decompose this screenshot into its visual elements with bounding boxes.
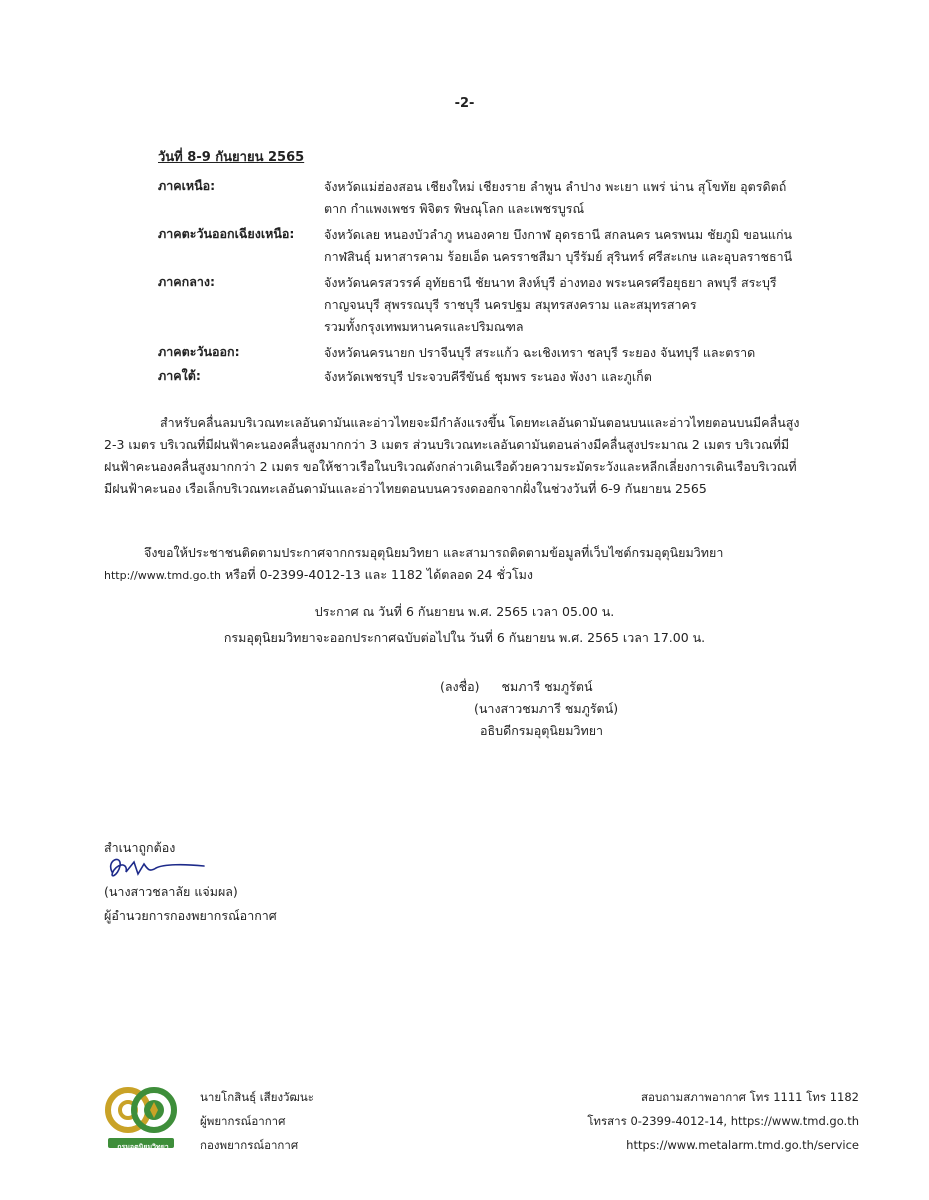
signatory-full-name: (นางสาวชมภารี ชมภูรัตน์)	[474, 701, 619, 716]
logo-caption: กรมอุตุนิยมวิทยา	[117, 1143, 169, 1151]
signed-line	[440, 676, 618, 698]
paragraph-line	[104, 564, 836, 587]
region-provinces	[324, 224, 792, 268]
certified-label: สำเนาถูกต้อง	[104, 840, 176, 855]
follow-paragraph	[104, 542, 836, 587]
forecaster-name: นายโกสินธุ์ เสียงวัฒนะ	[200, 1090, 314, 1104]
region-name: ภาคกลาง:	[158, 274, 215, 289]
region-name: ภาคใต้:	[158, 368, 201, 383]
province-line: กาญจนบุรี สุพรรณบุรี ราชบุรี นครปฐม สมุทรสงคราม และสมุทรสาคร	[324, 297, 697, 312]
region-name: ภาคตะวันออก:	[158, 344, 240, 359]
certified-title: ผู้อำนวยการกองพยากรณ์อากาศ	[104, 908, 277, 923]
paragraph-line: 2-3 เมตร บริเวณที่มีฝนฟ้าคะนองคลื่นสูงมากกว่า 3 เมตร ส่วนบริเวณทะเลอันดามันตอนล่างมีคลื่นสูงประมาณ 2 เมตร บริเวณที่มี	[104, 437, 790, 452]
signed-prefix: (ลงชื่อ)	[440, 679, 480, 694]
issued-line: ประกาศ ณ วันที่ 6 กันยายน พ.ศ. 2565 เวลา 05.00 น.	[314, 604, 615, 619]
contact-service-url[interactable]: https://www.metalarm.tmd.go.th/service	[626, 1138, 859, 1152]
contact-text: หรือที่ 0-2399-4012-13 และ 1182 ได้ตลอด 24 ชั่วโมง	[220, 567, 534, 582]
forecaster-division: กองพยากรณ์อากาศ	[200, 1138, 299, 1152]
wave-paragraph	[104, 412, 836, 500]
paragraph-line: สำหรับคลื่นลมบริเวณทะเลอันดามันและอ่าวไทยจะมีกำลังแรงขึ้น โดยทะเลอันดามันตอนบนและอ่าวไทยตอนบนมีคลื่นสูง	[160, 415, 800, 430]
certified-name: (นางสาวชลาลัย แจ่มผล)	[104, 884, 238, 899]
province-line: จังหวัดแม่ฮ่องสอน เชียงใหม่ เชียงราย ลำพูน ลำปาง พะเยา แพร่ น่าน สุโขทัย อุตรดิตถ์	[324, 179, 787, 194]
region-provinces	[324, 272, 777, 338]
region-provinces	[324, 366, 652, 388]
paragraph-line: ฝนฟ้าคะนองคลื่นสูงมากกว่า 2 เมตร ขอให้ชาวเรือในบริเวณดังกล่าวเดินเรือด้วยความระมัดระวังและหลีกเลี่ยงการเดินเรือบริเวณที่	[104, 459, 797, 474]
page-number: -2-	[454, 96, 475, 111]
province-line: จังหวัดนครสวรรค์ อุทัยธานี ชัยนาท สิงห์บุรี อ่างทอง พระนครศรีอยุธยา ลพบุรี สระบุรี	[324, 275, 777, 290]
contact-fax: โทรสาร 0-2399-4012-14, https://www.tmd.go.th	[587, 1114, 859, 1128]
region-name: ภาคเหนือ:	[158, 178, 216, 193]
date-heading: วันที่ 8-9 กันยายน 2565	[158, 150, 305, 165]
signatory-title: อธิบดีกรมอุตุนิยมวิทยา	[480, 723, 604, 738]
province-line: จังหวัดเลย หนองบัวลำภู หนองคาย บึงกาฬ อุดรธานี สกลนคร นครพนม ชัยภูมิ ขอนแก่น	[324, 227, 793, 242]
region-provinces	[324, 176, 786, 220]
province-line: รวมทั้งกรุงเทพมหานครและปริมณฑล	[324, 319, 524, 334]
region-name: ภาคตะวันออกเฉียงเหนือ:	[158, 226, 295, 241]
handwritten-signature	[104, 850, 214, 884]
footer-forecaster	[200, 1085, 314, 1157]
province-line: ตาก กำแพงเพชร พิจิตร พิษณุโลก และเพชรบูรณ์	[324, 201, 585, 216]
next-issue-line: กรมอุตุนิยมวิทยาจะออกประกาศฉบับต่อไปใน วันที่ 6 กันยายน พ.ศ. 2565 เวลา 17.00 น.	[223, 630, 706, 645]
forecaster-role: ผู้พยากรณ์อากาศ	[200, 1114, 286, 1128]
footer-contact	[587, 1085, 859, 1157]
signatory-block	[440, 676, 618, 742]
signed-name: ชมภารี ชมภูรัตน์	[501, 679, 593, 694]
paragraph-line: จึงขอให้ประชาชนติดตามประกาศจากกรมอุตุนิยมวิทยา และสามารถติดตามข้อมูลที่เว็บไซต์กรมอุตุนิยมวิทยา	[144, 545, 724, 560]
province-line: จังหวัดนครนายก ปราจีนบุรี สระแก้ว ฉะเชิงเทรา ชลบุรี ระยอง จันทบุรี และตราด	[324, 345, 756, 360]
province-line: จังหวัดเพชรบุรี ประจวบคีรีขันธ์ ชุมพร ระนอง พังงา และภูเก็ต	[324, 369, 652, 384]
contact-phone: สอบถามสภาพอากาศ โทร 1111 โทร 1182	[641, 1090, 859, 1104]
region-provinces	[324, 342, 755, 364]
province-line: กาฬสินธุ์ มหาสารคาม ร้อยเอ็ด นครราชสีมา บุรีรัมย์ สุรินทร์ ศรีสะเกษ และอุบลราชธานี	[324, 249, 793, 264]
paragraph-line: มีฝนฟ้าคะนอง เรือเล็กบริเวณทะเลอันดามันและอ่าวไทยตอนบนควรงดออกจากฝั่งในช่วงวันที่ 6-9 กันยายน 2565	[104, 481, 707, 496]
website-link[interactable]: http://www.tmd.go.th	[104, 569, 221, 582]
